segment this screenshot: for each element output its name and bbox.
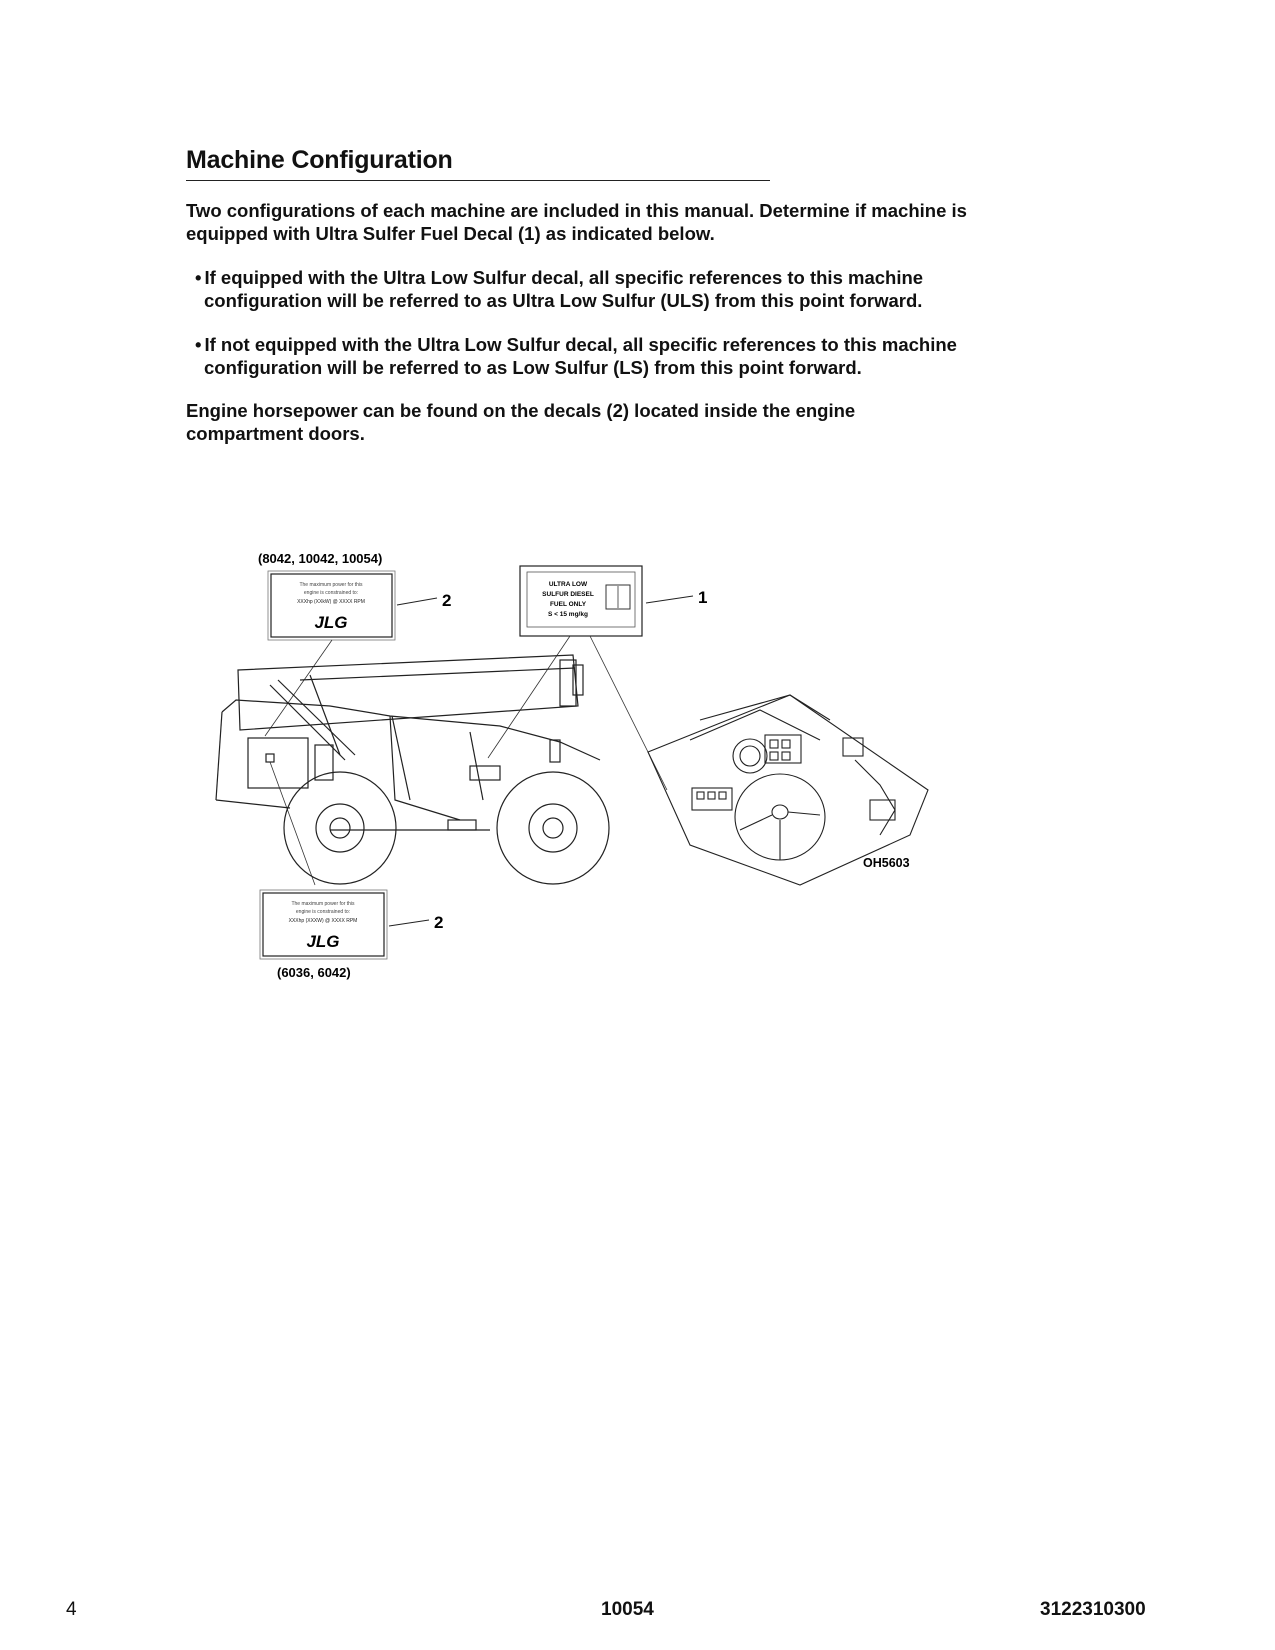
callout-leader: [389, 920, 429, 926]
top-power-decal: [268, 571, 395, 640]
fuel-decal-line: ULTRA LOW: [548, 581, 588, 588]
bullet-line-1: • If equipped with the Ultra Low Sulfur decal, all specific references to this machine: [195, 267, 924, 288]
fuel-decal-line: FUEL ONLY: [549, 601, 587, 608]
callout-leader: [646, 596, 693, 603]
bullet-line-2: configuration will be referred to as Ultra Low Sulfur (ULS) from this point forward.: [204, 290, 923, 311]
telehandler-drawing: [216, 655, 609, 884]
fuel-decal-line: SULFUR DIESEL: [542, 591, 594, 598]
ultra-low-sulfur-fuel-decal: [520, 566, 642, 636]
top-models-label: (8042, 10042, 10054): [258, 551, 383, 566]
decal-text-line: engine is constrained to:: [303, 590, 359, 596]
bullet-line-1: • If not equipped with the Ultra Low Sulfur decal, all specific references to this machine: [195, 334, 957, 355]
decal-text-line: engine is constrained to:: [295, 909, 351, 915]
callout-2-top: 2: [442, 591, 452, 610]
decal-text-line: XXXhp (XXkW) @ XXXX RPM: [297, 599, 365, 605]
callout-leader: [397, 598, 437, 605]
page-number: 4: [66, 1599, 77, 1620]
bullet-line-2: configuration will be referred to as Low Sulfur (LS) from this point forward.: [204, 357, 862, 378]
fuel-decal-line: S < 15 mg/kg: [548, 611, 588, 618]
callout-2-bottom: 2: [434, 913, 444, 932]
jlg-logo: JLG: [306, 932, 340, 951]
callout-1: 1: [698, 588, 708, 607]
footer-manual-number: 3122310300: [1040, 1599, 1146, 1620]
decal-text-line: The maximum power for this: [291, 901, 355, 907]
bottom-power-decal: [260, 890, 387, 959]
decal-text-line: The maximum power for this: [299, 582, 363, 588]
intro-paragraph: Two configurations of each machine are included in this manual. Determine if machine is equipped with Ultra Sulfer Fuel Decal (1) as indicated below.: [186, 200, 967, 244]
jlg-logo: JLG: [314, 613, 348, 632]
footer-model: 10054: [601, 1599, 654, 1620]
decal-text-line: XXXhp (XXXW) @ XXXX RPM: [288, 918, 358, 924]
section-heading: Machine Configuration: [186, 146, 770, 181]
figure-id-label: OH5603: [863, 856, 910, 870]
bottom-models-label: (6036, 6042): [277, 965, 351, 980]
engine-note-paragraph: Engine horsepower can be found on the decals (2) located inside the engine compartment doors.: [186, 400, 856, 444]
